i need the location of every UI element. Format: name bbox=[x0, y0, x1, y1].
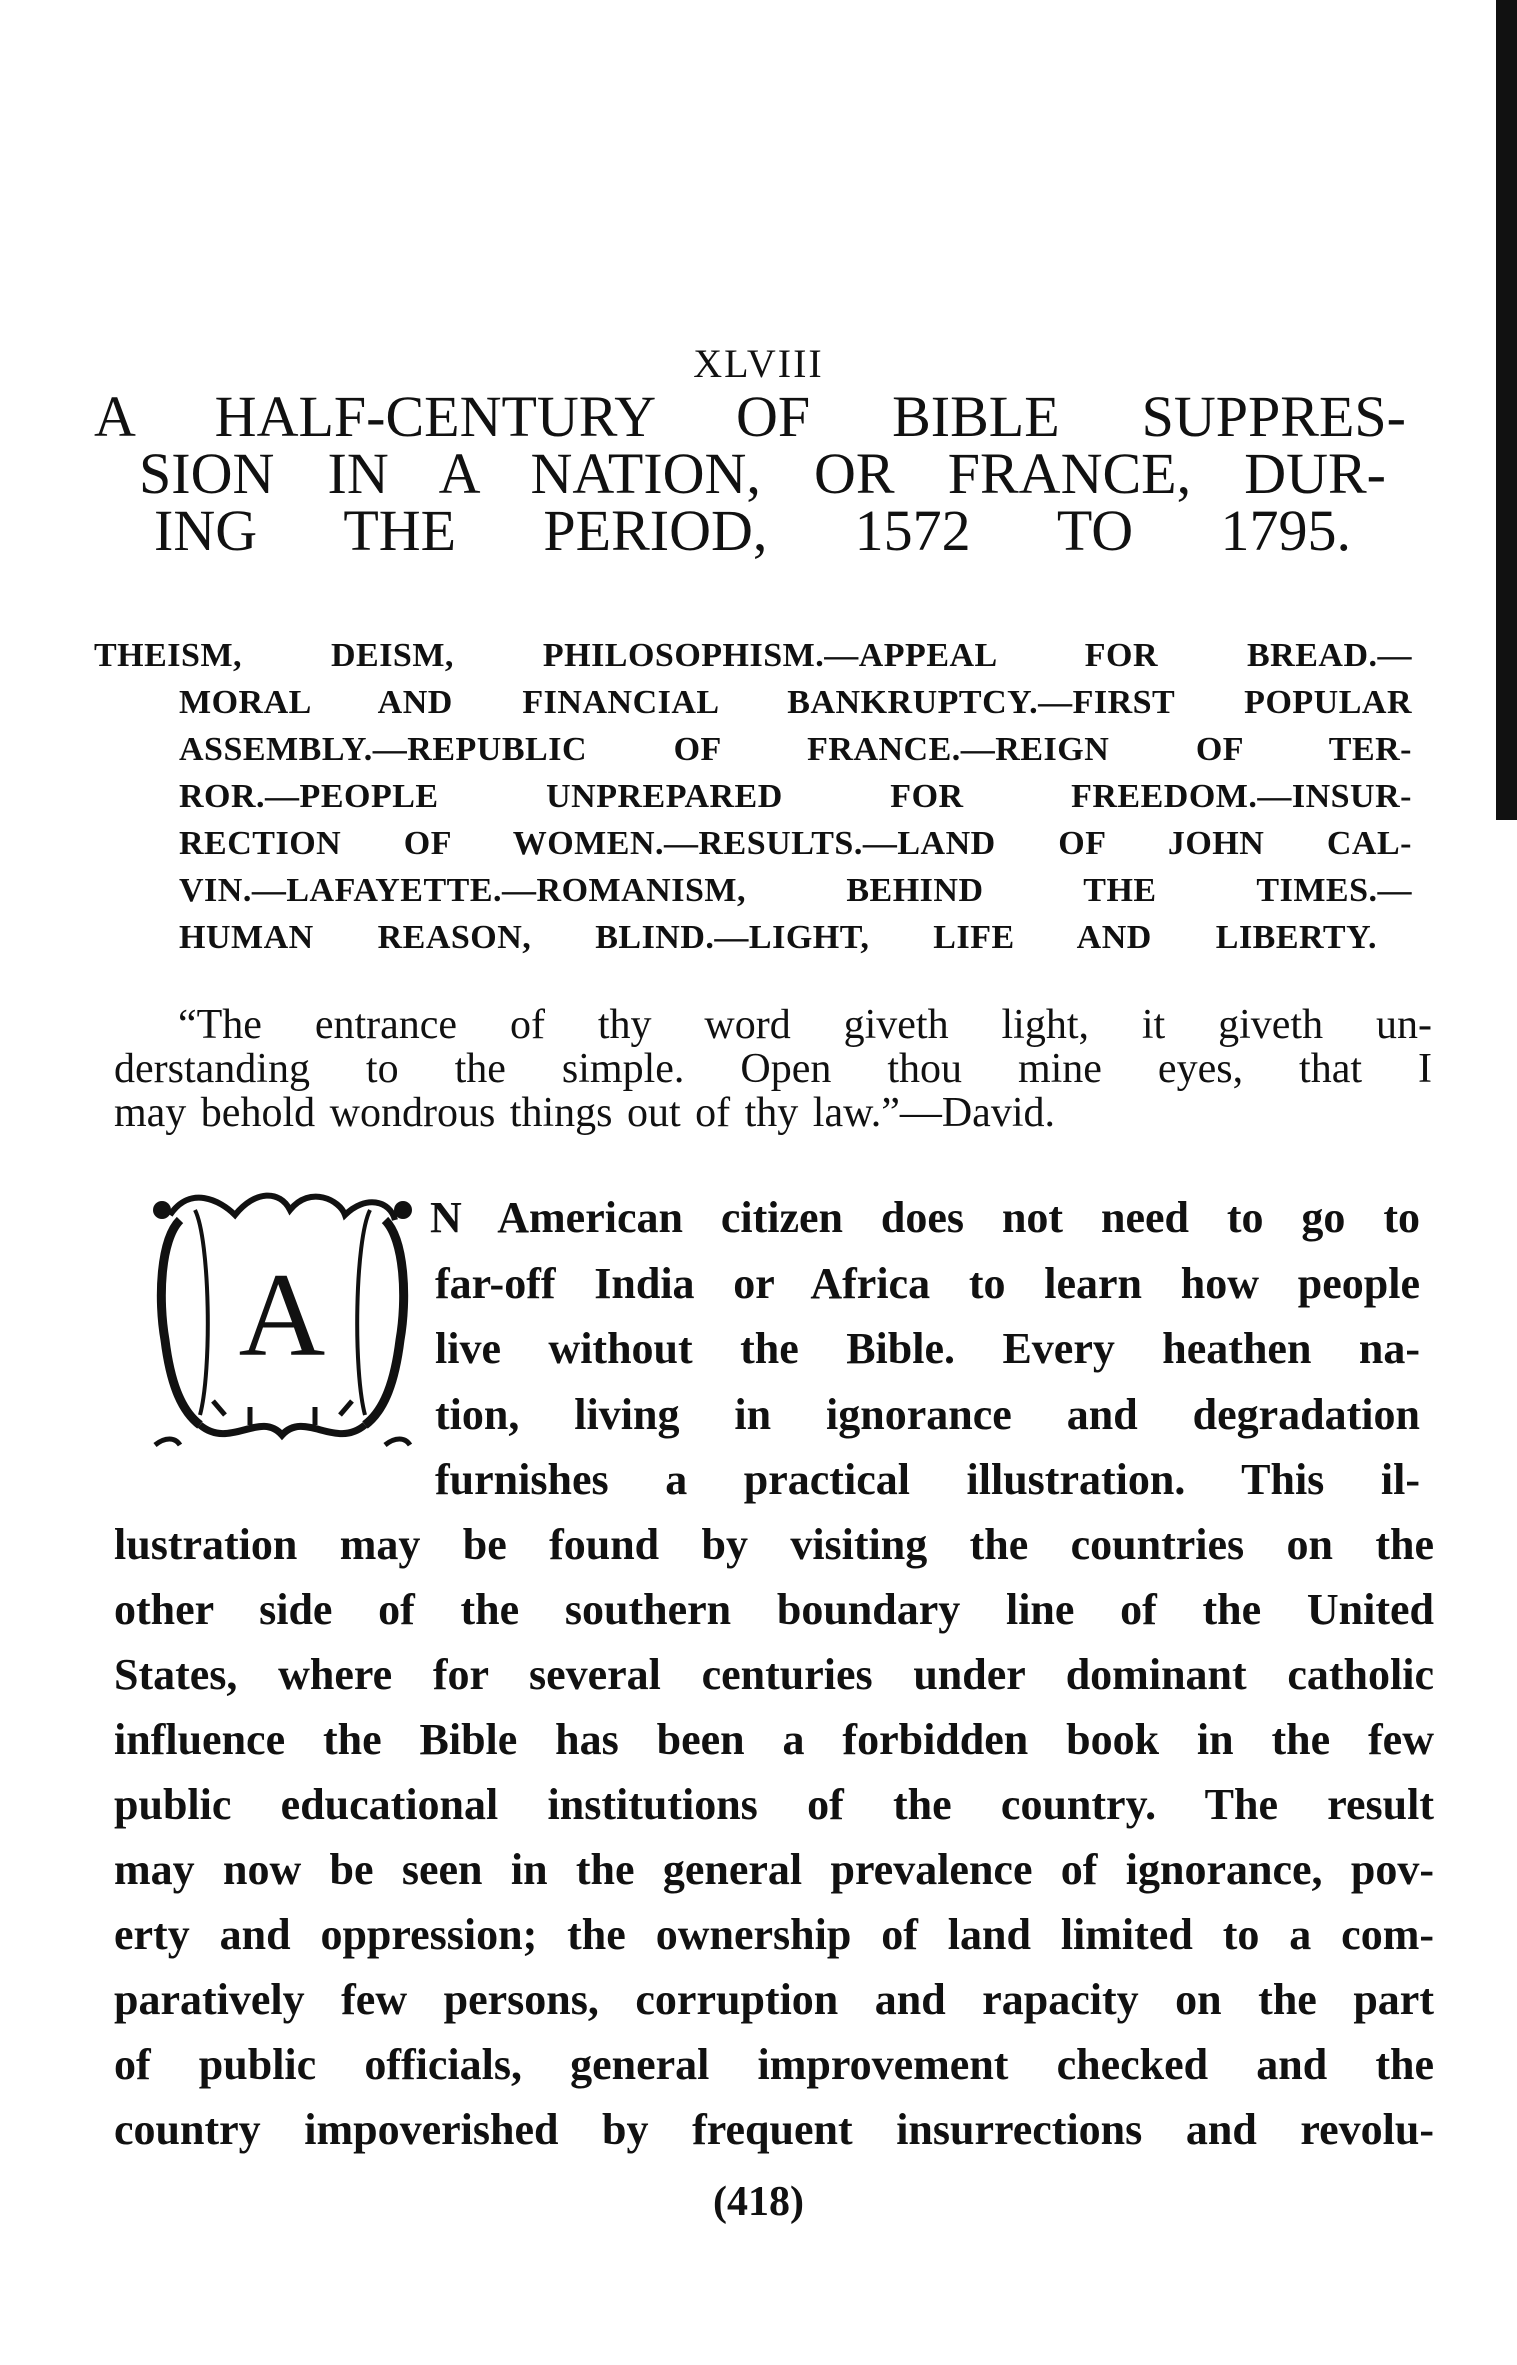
chapter-synopsis bbox=[94, 632, 1412, 961]
synopsis-line: RECTION OF WOMEN.—RESULTS.—LAND OF JOHN CAL- bbox=[179, 825, 1412, 862]
paragraph-line: lustration may be found by visiting the countries on the bbox=[114, 1520, 1434, 1569]
paragraph-line: influence the Bible has been a forbidden book in the few bbox=[114, 1715, 1434, 1764]
scan-edge-bar bbox=[1496, 0, 1517, 820]
paragraph-line: live without the Bible. Every heathen na- bbox=[435, 1324, 1420, 1373]
paragraph-line: country impoverished by frequent insurrections and revolu- bbox=[114, 2105, 1434, 2154]
page-number: (418) bbox=[713, 2179, 804, 2225]
synopsis-line: ASSEMBLY.—REPUBLIC OF FRANCE.—REIGN OF TER- bbox=[179, 731, 1412, 768]
paragraph-line: other side of the southern boundary line of the United bbox=[114, 1585, 1434, 1634]
paragraph-line: of public officials, general improvement checked and the bbox=[114, 2040, 1434, 2089]
paragraph-line: furnishes a practical illustration. This il- bbox=[435, 1455, 1420, 1504]
paragraph-line: far-off India or Africa to learn how people bbox=[435, 1258, 1420, 1308]
synopsis-line: ROR.—PEOPLE UNPREPARED FOR FREEDOM.—INSUR- bbox=[179, 778, 1412, 815]
epigraph-line: “The entrance of thy word giveth light, it giveth un- bbox=[178, 1003, 1432, 1047]
epigraph-line: derstanding to the simple. Open thou mine eyes, that I bbox=[114, 1047, 1432, 1091]
paragraph-line: paratively few persons, corruption and rapacity on the part bbox=[114, 1975, 1434, 2024]
ornamental-drop-cap bbox=[140, 1180, 425, 1470]
chapter-number: XLVIII bbox=[693, 341, 824, 386]
synopsis-line: THEISM, DEISM, PHILOSOPHISM.—APPEAL FOR BREAD.— bbox=[94, 637, 1412, 674]
drop-cap-letter: A bbox=[238, 1248, 326, 1381]
synopsis-line: VIN.—LAFAYETTE.—ROMANISM, BEHIND THE TIMES.— bbox=[179, 872, 1412, 909]
synopsis-line: HUMAN REASON, BLIND.—LIGHT, LIFE AND LIBERTY. bbox=[179, 919, 1377, 956]
paragraph-line: tion, living in ignorance and degradation bbox=[435, 1389, 1420, 1439]
title-line: SION IN A NATION, OR FRANCE, DUR- bbox=[139, 445, 1386, 502]
paragraph-line: may now be seen in the general prevalence of ignorance, pov- bbox=[114, 1845, 1434, 1894]
synopsis-line: MORAL AND FINANCIAL BANKRUPTCY.—FIRST POPULAR bbox=[179, 684, 1412, 721]
title-line: ING THE PERIOD, 1572 TO 1795. bbox=[154, 502, 1351, 559]
paragraph-line: N American citizen does not need to go to bbox=[430, 1193, 1420, 1242]
opening-paragraph-body bbox=[114, 1512, 1434, 2162]
opening-paragraph-dropcap-lines bbox=[430, 1185, 1420, 1513]
epigraph-line: may behold wondrous things out of thy law.”—David. bbox=[114, 1091, 1055, 1135]
title-line: A HALF-CENTURY OF BIBLE SUPPRES- bbox=[94, 388, 1406, 445]
epigraph bbox=[114, 1003, 1432, 1135]
paragraph-line: States, where for several centuries under dominant catholic bbox=[114, 1650, 1434, 1699]
paragraph-line: erty and oppression; the ownership of land limited to a com- bbox=[114, 1910, 1434, 1959]
paragraph-line: public educational institutions of the country. The result bbox=[114, 1780, 1434, 1829]
drop-cap-ornament-icon bbox=[140, 1180, 425, 1470]
chapter-title bbox=[94, 388, 1406, 559]
